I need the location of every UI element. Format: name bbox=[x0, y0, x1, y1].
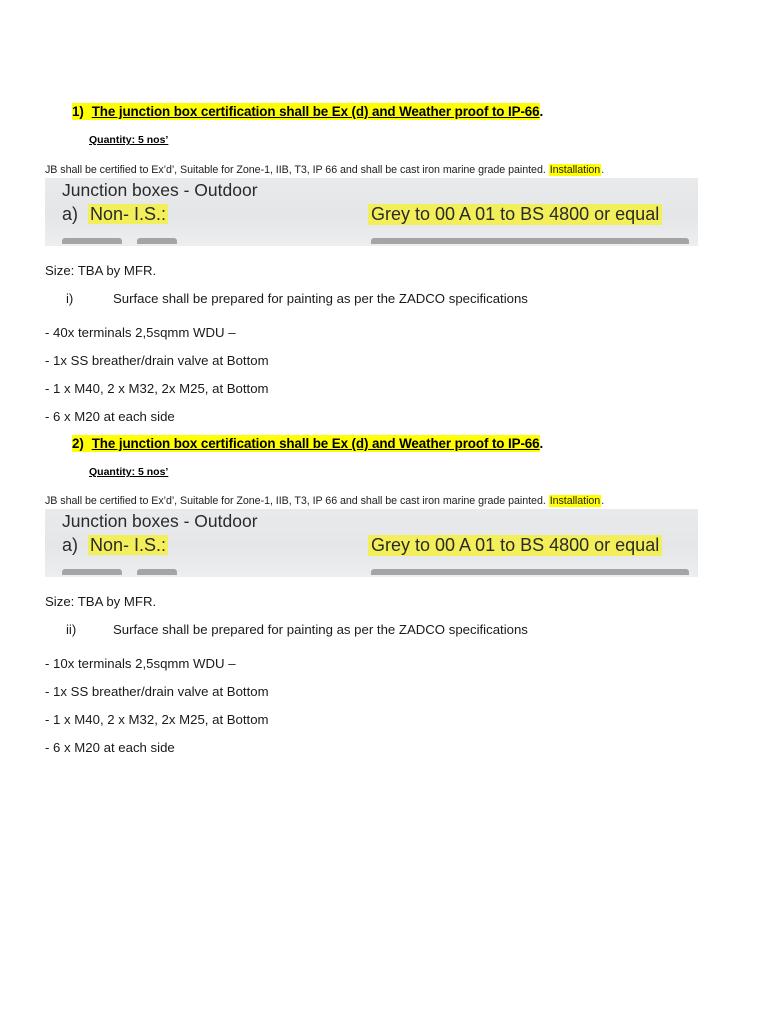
installation-highlight: Installation bbox=[549, 495, 601, 507]
description-text bbox=[45, 495, 604, 507]
size-text: Size: TBA by MFR. bbox=[45, 263, 157, 278]
list-item: - 1 x M40, 2 x M32, 2x M25, at Bottom bbox=[45, 712, 269, 727]
surface-text: Surface shall be prepared for painting as per the ZADCO specifications bbox=[113, 622, 528, 637]
section-number: 1) bbox=[72, 104, 84, 119]
scan-cutoff-text bbox=[371, 569, 689, 575]
list-item: - 1x SS breather/drain valve at Bottom bbox=[45, 353, 269, 368]
roman-numeral: i) bbox=[66, 291, 74, 306]
heading-period: . bbox=[539, 436, 544, 451]
heading-text: The junction box certification shall be Ex (d) and Weather proof to IP-66 bbox=[91, 104, 540, 119]
section-heading bbox=[72, 104, 543, 119]
scan-cutoff-text bbox=[62, 238, 122, 244]
scan-item-name: Non- I.S.: bbox=[90, 535, 167, 555]
scanned-excerpt-image bbox=[45, 509, 698, 577]
list-item: - 1 x M40, 2 x M32, 2x M25, at Bottom bbox=[45, 381, 269, 396]
list-item: - 6 x M20 at each side bbox=[45, 409, 175, 424]
quantity-label: Quantity: 5 nos’ bbox=[89, 466, 169, 478]
scan-cutoff-text bbox=[62, 569, 122, 575]
list-item: - 1x SS breather/drain valve at Bottom bbox=[45, 684, 269, 699]
list-item: - 10x terminals 2,5sqmm WDU – bbox=[45, 656, 236, 671]
scan-item-name: Non- I.S.: bbox=[90, 204, 167, 224]
list-item: - 40x terminals 2,5sqmm WDU – bbox=[45, 325, 236, 340]
description-period: . bbox=[601, 164, 605, 176]
quantity-label: Quantity: 5 nos’ bbox=[89, 134, 169, 146]
scanned-excerpt-image bbox=[45, 178, 698, 246]
description-body: JB shall be certified to Ex’d’, Suitable for Zone-1, IIB, T3, IP 66 and shall be cast iron marine grade painted. bbox=[45, 495, 549, 507]
section-heading bbox=[72, 436, 543, 451]
description-text bbox=[45, 164, 604, 176]
description-body: JB shall be certified to Ex’d’, Suitable for Zone-1, IIB, T3, IP 66 and shall be cast iron marine grade painted. bbox=[45, 164, 549, 176]
list-item: - 6 x M20 at each side bbox=[45, 740, 175, 755]
surface-text: Surface shall be prepared for painting as per the ZADCO specifications bbox=[113, 291, 528, 306]
scan-item-letter: a) bbox=[62, 204, 79, 224]
scan-item-letter: a) bbox=[62, 535, 79, 555]
scan-cutoff-text bbox=[137, 569, 177, 575]
scan-title: Junction boxes - Outdoor bbox=[62, 180, 258, 200]
heading-period: . bbox=[539, 104, 544, 119]
scan-cutoff-text bbox=[137, 238, 177, 244]
scan-item-value: Grey to 00 A 01 to BS 4800 or equal bbox=[368, 535, 662, 556]
scan-cutoff-text bbox=[371, 238, 689, 244]
scan-item-label bbox=[62, 204, 168, 225]
scan-item-value: Grey to 00 A 01 to BS 4800 or equal bbox=[368, 204, 662, 225]
scan-title: Junction boxes - Outdoor bbox=[62, 511, 258, 531]
description-period: . bbox=[601, 495, 605, 507]
section-number: 2) bbox=[72, 436, 84, 451]
scan-item-label bbox=[62, 535, 168, 556]
installation-highlight: Installation bbox=[549, 164, 601, 176]
size-text: Size: TBA by MFR. bbox=[45, 594, 157, 609]
heading-text: The junction box certification shall be Ex (d) and Weather proof to IP-66 bbox=[91, 436, 540, 451]
roman-numeral: ii) bbox=[66, 622, 77, 637]
